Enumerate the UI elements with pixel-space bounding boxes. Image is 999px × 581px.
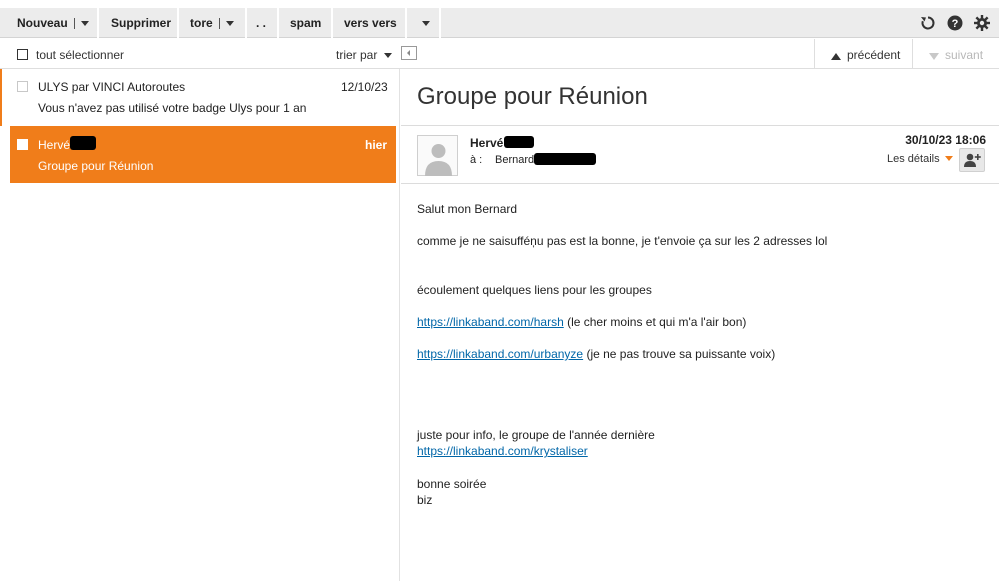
email-body-signoff: biz <box>417 493 433 507</box>
svg-text:?: ? <box>951 18 959 30</box>
message-list <box>0 69 400 581</box>
split-divider <box>219 18 220 29</box>
settings-icon[interactable] <box>974 15 990 31</box>
sender-name[interactable]: Hervé <box>470 136 504 150</box>
toolbar-divider <box>177 8 179 38</box>
details-label: Les détails <box>887 153 940 165</box>
more-actions-button[interactable]: . . <box>256 16 267 30</box>
unread-indicator <box>0 69 2 126</box>
email-body-line: écoulement quelques liens pour les groupes <box>417 283 652 297</box>
delete-button[interactable]: Supprimer <box>111 16 172 30</box>
email-datetime: 30/10/23 18:06 <box>905 133 986 147</box>
toolbar-divider <box>245 8 247 38</box>
help-icon[interactable] <box>947 15 963 31</box>
message-checkbox[interactable] <box>17 139 28 150</box>
chevron-down-icon <box>384 53 392 58</box>
divider <box>814 39 815 69</box>
avatar <box>417 135 458 176</box>
redaction-mark <box>70 136 96 150</box>
move-button-label: tore <box>190 16 213 30</box>
move-button[interactable] <box>190 8 234 38</box>
triangle-down-icon <box>929 52 939 60</box>
divider <box>912 39 913 69</box>
recipient-label: à : <box>470 154 483 166</box>
email-body-link-line <box>417 444 588 458</box>
email-body-greeting: Salut mon Bernard <box>417 202 518 216</box>
chevron-down-icon[interactable] <box>226 21 234 26</box>
refresh-icon[interactable] <box>920 15 936 31</box>
link-krystaliser[interactable]: https://linkaband.com/krystaliser <box>417 444 588 458</box>
next-button[interactable] <box>929 48 983 62</box>
chevron-down-icon[interactable] <box>81 21 89 26</box>
triangle-up-icon <box>831 52 841 60</box>
toolbar-divider <box>405 8 407 38</box>
toolbar-divider <box>439 8 441 38</box>
email-subject: Groupe pour Réunion <box>417 83 648 110</box>
redaction-mark <box>504 136 534 148</box>
link-note: (le cher moins et qui m'a l'air bon) <box>563 315 747 329</box>
select-all-label[interactable]: tout sélectionner <box>36 48 125 62</box>
list-actions-bar <box>0 39 999 69</box>
previous-button[interactable] <box>831 48 900 62</box>
message-date: 12/10/23 <box>341 80 388 94</box>
email-body-line: comme je ne saisufféņu pas est la bonne, je t'envoie ça sur les 2 adresses lol <box>417 234 828 248</box>
email-body-link-line <box>417 347 775 361</box>
link-note: (je ne pas trouve sa puissante voix) <box>583 347 776 361</box>
message-preview: Vous n'avez pas utilisé votre badge Ulys pour 1 an <box>38 101 307 115</box>
message-date: hier <box>365 138 388 152</box>
toolbar-divider <box>331 8 333 38</box>
list-item-selected[interactable] <box>10 126 396 183</box>
link-urbanyze[interactable]: https://linkaband.com/urbanyze <box>417 347 584 361</box>
more-dropdown-button[interactable] <box>422 8 430 38</box>
message-sender: ULYS par VINCI Autoroutes <box>38 80 186 94</box>
main-toolbar <box>0 8 999 38</box>
message-sender: Hervé <box>38 138 71 152</box>
reading-pane <box>401 69 999 581</box>
toolbar-divider <box>277 8 279 38</box>
collapse-pane-icon[interactable] <box>401 46 417 60</box>
split-divider <box>74 18 75 29</box>
divider <box>401 183 999 184</box>
details-toggle[interactable] <box>887 153 953 165</box>
move-to-button[interactable]: vers vers <box>344 16 397 30</box>
previous-label: précédent <box>847 48 901 62</box>
sort-label: trier par <box>336 48 378 62</box>
add-user-icon <box>960 149 984 171</box>
message-preview: Groupe pour Réunion <box>38 159 154 173</box>
chevron-down-icon <box>422 21 430 26</box>
email-body-closing: bonne soirée <box>417 477 487 491</box>
recipient-name[interactable]: Bernard <box>495 154 535 166</box>
email-body-link-line <box>417 315 746 329</box>
list-item[interactable] <box>10 69 396 126</box>
message-checkbox[interactable] <box>17 81 28 92</box>
toolbar-divider <box>97 8 99 38</box>
select-all-checkbox[interactable] <box>17 49 28 60</box>
sort-button[interactable] <box>336 48 392 62</box>
email-body-line: juste pour info, le groupe de l'année dernière <box>417 428 655 442</box>
next-label: suivant <box>945 48 984 62</box>
new-button-label: Nouveau <box>17 16 68 30</box>
link-harsh[interactable]: https://linkaband.com/harsh <box>417 315 564 329</box>
divider <box>401 125 999 126</box>
user-silhouette-icon <box>418 136 459 177</box>
new-button[interactable] <box>17 8 89 38</box>
chevron-down-icon <box>945 156 953 162</box>
add-contact-button[interactable] <box>959 148 985 172</box>
redaction-mark <box>534 153 596 165</box>
spam-button[interactable]: spam <box>290 16 322 30</box>
